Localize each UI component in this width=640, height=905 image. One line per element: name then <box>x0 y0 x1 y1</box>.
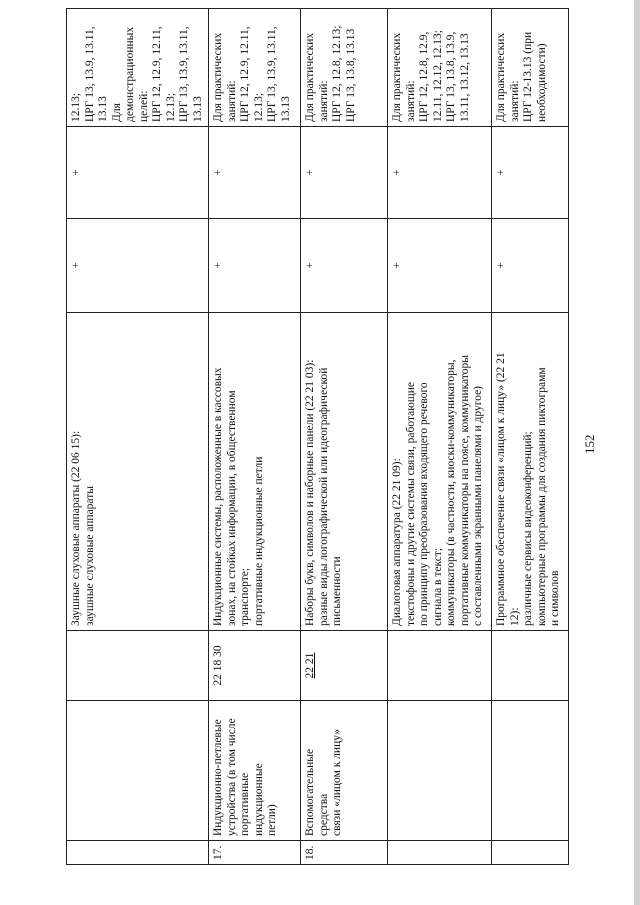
device-cell <box>492 701 569 841</box>
table-row <box>492 9 569 865</box>
row-number <box>492 841 569 865</box>
note-cell: Для практических занятий: ЦРГ 12, 12.8, 12.13; ЦРГ 13, 13.8, 13.13 <box>301 9 388 127</box>
code-cell <box>388 631 492 701</box>
equipment-table <box>66 8 569 865</box>
mark-cell: + <box>388 219 492 313</box>
code-cell: 22 21 <box>301 631 388 701</box>
note-cell: Для практических занятий: ЦРГ 12, 12.8, 12.9, 12.11, 12.12, 12.13; ЦРГ 13, 13.8, 13.9, 13.11, 13.12, 13.13 <box>388 9 492 127</box>
device-cell <box>388 701 492 841</box>
table-row <box>67 9 209 865</box>
mark-cell: + <box>301 219 388 313</box>
note-cell: Для практических занятий: ЦРГ 12-13.13 (при необходимости) <box>492 9 569 127</box>
mark-cell: + <box>492 219 569 313</box>
device-cell: Вспомогательные средства связи «лицом к лицу» <box>301 701 388 841</box>
description-cell: Наборы букв, символов и наборные панели (22 21 03): разные виды логографической или идеографической письменности <box>301 313 388 631</box>
row-number <box>67 841 209 865</box>
note-cell: 12.13; ЦРГ 13, 13.9, 13.11, 13.13 Для демонстрационных целей: ЦРГ 12, 12.9, 12.11, 12.13; ЦРГ 13, 13.9, 13.11, 13.13 <box>67 9 209 127</box>
device-cell <box>67 701 209 841</box>
mark-cell: + <box>209 219 301 313</box>
description-cell: Программное обеспечение связи «лицом к лицу» (22 21 12): различные сервисы видеоконференций; компьютерные программы для создания пиктограмм и символов <box>492 313 569 631</box>
code-cell: 22 18 30 <box>209 631 301 701</box>
code-cell <box>492 631 569 701</box>
note-cell: Для практических занятий: ЦРГ 12, 12.9, 12.11, 12.13; ЦРГ 13, 13.9, 13.11, 13.13 <box>209 9 301 127</box>
mark-cell: + <box>67 127 209 219</box>
code-cell <box>67 631 209 701</box>
table-row <box>209 9 301 865</box>
description-cell: Индукционные системы, расположенные в кассовых зонах, на стойках информации, в общественном транспорте; портативные индукционные петли <box>209 313 301 631</box>
mark-cell: + <box>388 127 492 219</box>
row-number <box>388 841 492 865</box>
mark-cell: + <box>301 127 388 219</box>
mark-cell: + <box>67 219 209 313</box>
device-cell: Индукционно-петлевые устройства (в том числе портативные индукционные петли) <box>209 701 301 841</box>
table-row <box>388 9 492 865</box>
description-cell: Диалоговая аппаратура (22 21 09): текстофоны и другие системы связи, работающие по принципу преобразования входящего речевого сигнала в текст; коммуникаторы (в частности, киоски-коммуникаторы, портативные коммуникаторы на поясе, коммуникаторы с составленными экранными панелями и другое) <box>388 313 492 631</box>
page-number: 152 <box>582 434 597 454</box>
mark-cell: + <box>209 127 301 219</box>
description-cell: Заушные слуховые аппараты (22 06 15): заушные слуховые аппараты <box>67 313 209 631</box>
table-row <box>301 9 388 865</box>
row-number: 18. <box>301 841 388 865</box>
row-number: 17. <box>209 841 301 865</box>
mark-cell: + <box>492 127 569 219</box>
